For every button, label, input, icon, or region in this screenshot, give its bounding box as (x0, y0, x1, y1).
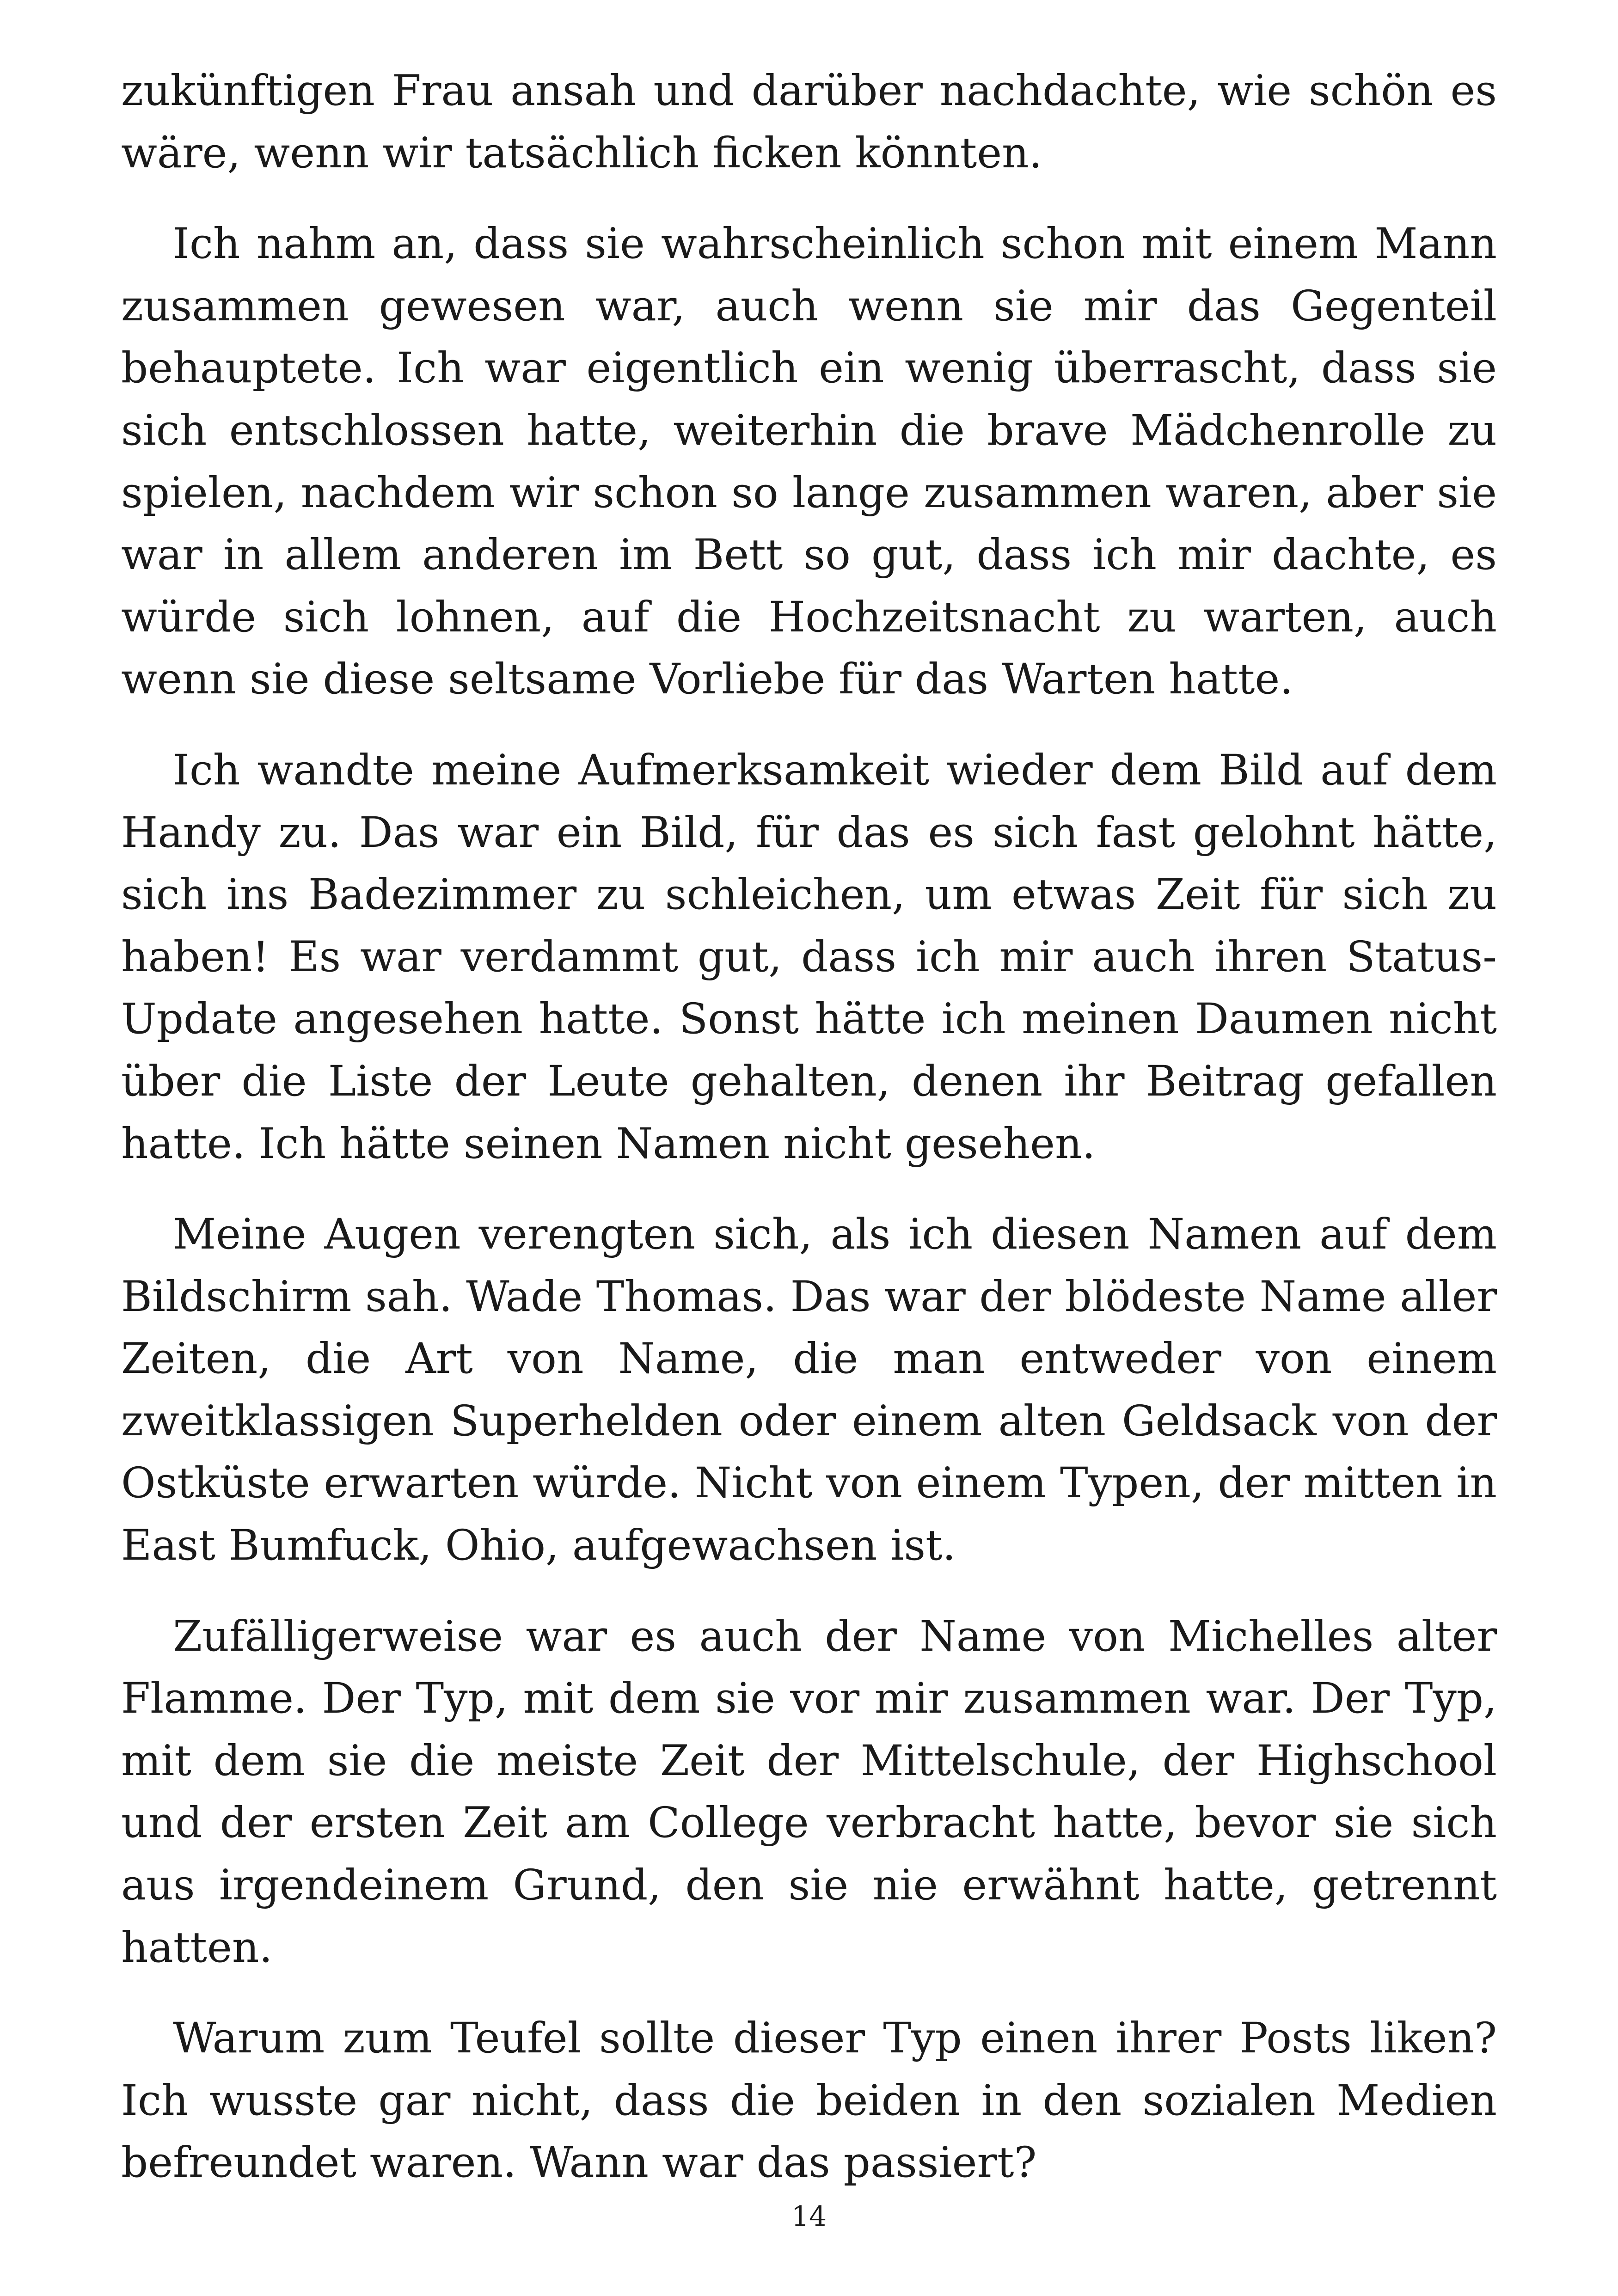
paragraph-1: zukünftigen Frau ansah und darüber nachdachte, wie schön es wäre, wenn wir tatsächlich ficken könnten. (121, 67, 1497, 178)
page-body (121, 60, 1497, 2223)
paragraph-3: Ich wandte meine Aufmerksamkeit wieder dem Bild auf dem Handy zu. Das war ein Bild, für das es sich fast gelohnt hätte, sich ins Badezimmer zu schleichen, um etwas Zeit für sich zu haben! Es war verdammt gut, dass ich mir auch ihren Status-Update angesehen hatte. Sonst hätte ich meinen Daumen nicht über die Liste der Leute gehalten, denen ihr Beitrag gefallen hatte. Ich hätte seinen Namen nicht gesehen. (121, 746, 1497, 1168)
paragraph-2: Ich nahm an, dass sie wahrscheinlich schon mit einem Mann zusammen gewesen war, auch wenn sie mir das Gegenteil behauptete. Ich war eigentlich ein wenig überrascht, dass sie sich entschlossen hatte, weiterhin die brave Mädchenrolle zu spielen, nachdem wir schon so lange zusammen waren, aber sie war in allem anderen im Bett so gut, dass ich mir dachte, es würde sich lohnen, auf die Hochzeitsnacht zu warten, auch wenn sie diese seltsame Vorliebe für das Warten hatte. (121, 220, 1497, 704)
paragraph-5: Zufälligerweise war es auch der Name von Michelles alter Flamme. Der Typ, mit dem sie vor mir zusammen war. Der Typ, mit dem sie die meiste Zeit der Mittelschule, der Highschool und der ersten Zeit am College verbracht hatte, bevor sie sich aus irgendeinem Grund, den sie nie erwähnt hatte, getrennt hatten. (121, 1612, 1497, 1972)
paragraph-6: Warum zum Teufel sollte dieser Typ einen ihrer Posts liken? Ich wusste gar nicht, dass die beiden in den sozialen Medien befreundet waren. Wann war das passiert? (121, 2014, 1497, 2187)
paragraph-4: Meine Augen verengten sich, als ich diesen Namen auf dem Bildschirm sah. Wade Thomas. Das war der blödeste Name aller Zeiten, die Art von Name, die man entweder von einem zweitklassigen Superhelden oder einem alten Geldsack von der Ostküste erwarten würde. Nicht von einem Typen, der mitten in East Bumfuck, Ohio, aufgewachsen ist. (121, 1210, 1497, 1570)
page-number: 14 (791, 2200, 827, 2233)
